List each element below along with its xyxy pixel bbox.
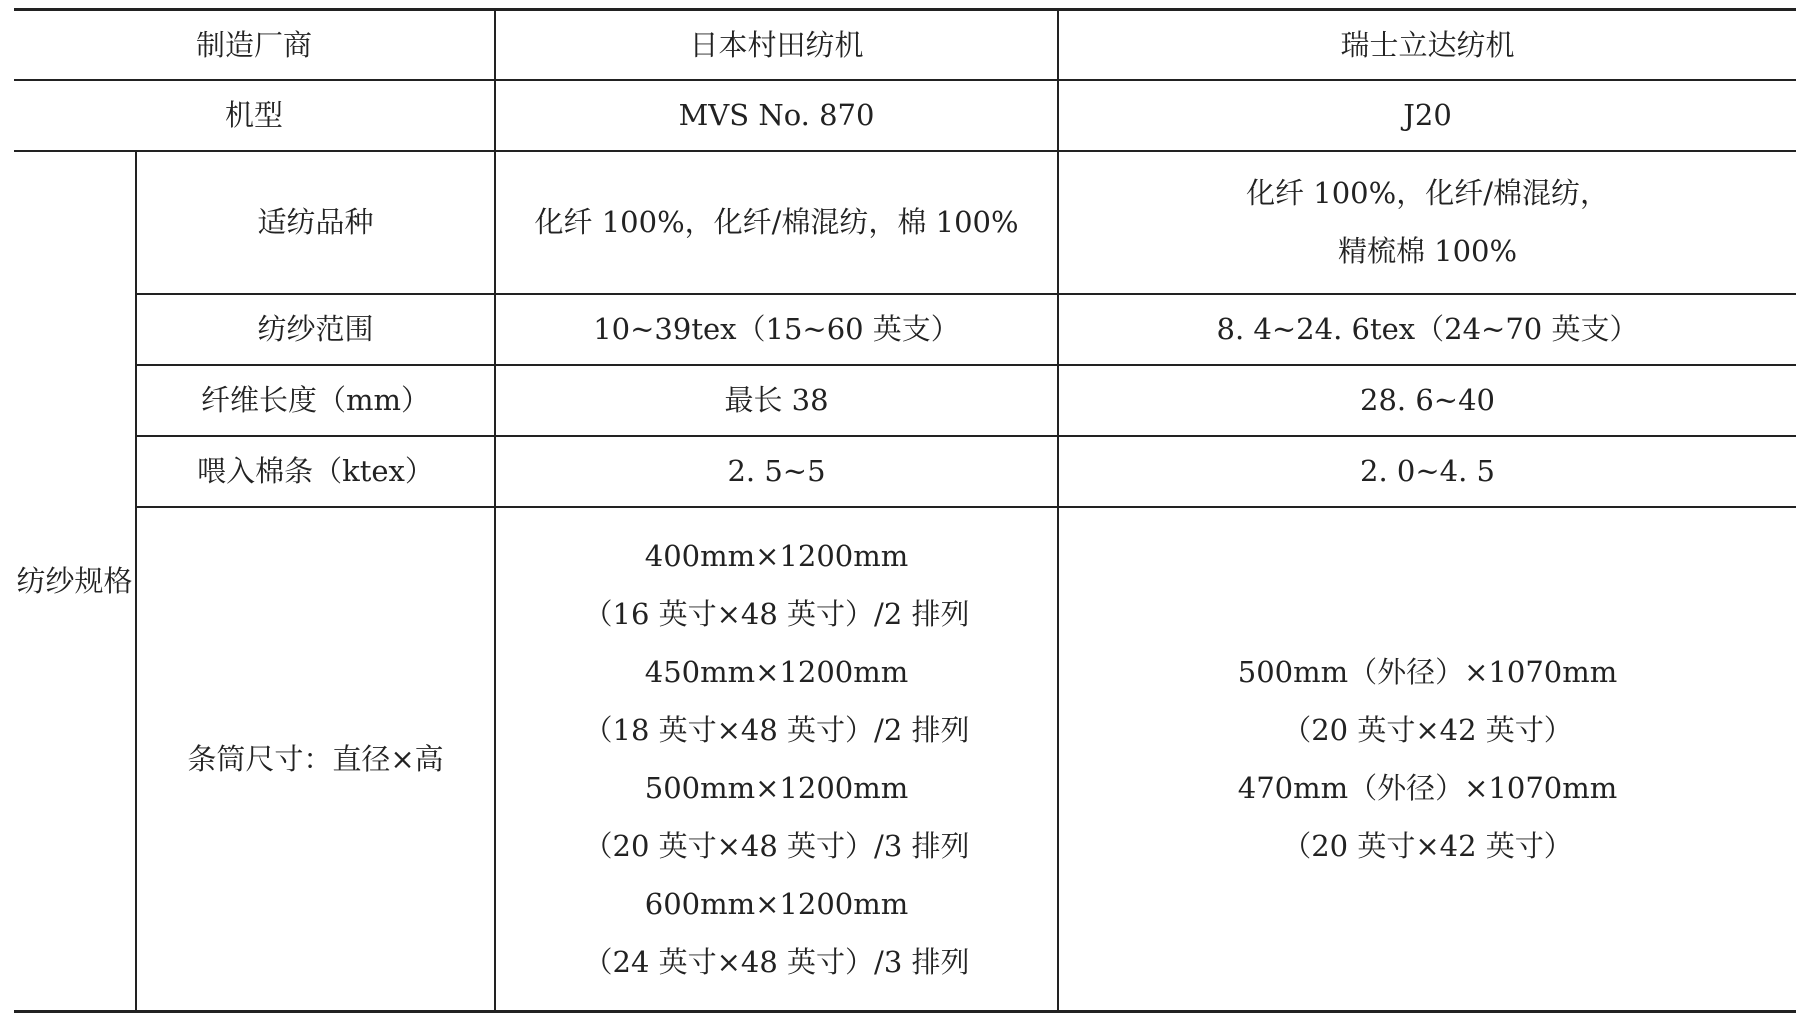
value-line: （16 英寸×48 英寸）/2 排列 <box>583 596 970 631</box>
value-line: （20 英寸×42 英寸） <box>1282 828 1573 863</box>
table-row <box>14 507 1796 1012</box>
murata-value <box>495 365 1058 436</box>
value-line: （24 英寸×48 英寸）/3 排列 <box>583 944 970 979</box>
murata-value <box>495 294 1058 365</box>
value-line: 2. 0~4. 5 <box>1360 454 1495 488</box>
value-line: 500mm×1200mm <box>644 770 909 805</box>
value-line: 600mm×1200mm <box>644 886 909 921</box>
header-manufacturer: 制造厂商 <box>14 10 495 80</box>
value-line: （20 英寸×42 英寸） <box>1282 712 1573 747</box>
value-line: 470mm（外径）×1070mm <box>1237 770 1618 805</box>
value-line: 精梳棉 100% <box>1337 234 1518 268</box>
value-line: （20 英寸×48 英寸）/3 排列 <box>583 828 970 863</box>
spec-comparison-table <box>14 8 1796 1013</box>
rieter-value <box>1058 507 1796 1012</box>
value-line: 2. 5~5 <box>727 454 826 488</box>
value-line: 8. 4~24. 6tex（24~70 英支） <box>1216 312 1639 346</box>
table-row <box>14 365 1796 436</box>
value-line: 28. 6~40 <box>1360 383 1496 417</box>
header-rieter: 瑞士立达纺机 <box>1058 10 1796 80</box>
rieter-value <box>1058 151 1796 294</box>
row-label: 纤维长度（mm） <box>136 365 495 436</box>
murata-value <box>495 436 1058 507</box>
row-label: 喂入棉条（ktex） <box>136 436 495 507</box>
row-label: 条筒尺寸：直径×高 <box>136 507 495 1012</box>
value-line: 化纤 100%，化纤/棉混纺，棉 100% <box>534 205 1019 239</box>
value-line: 最长 38 <box>724 383 829 417</box>
value-line: 450mm×1200mm <box>644 654 909 689</box>
model-label: 机型 <box>14 80 495 151</box>
row-label: 纺纱范围 <box>136 294 495 365</box>
model-rieter: J20 <box>1058 80 1796 151</box>
rieter-value <box>1058 294 1796 365</box>
table-row <box>14 294 1796 365</box>
table-row <box>14 436 1796 507</box>
value-line: 化纤 100%，化纤/棉混纺， <box>1246 176 1609 210</box>
header-row <box>14 10 1796 80</box>
model-row <box>14 80 1796 151</box>
murata-value <box>495 151 1058 294</box>
rieter-value <box>1058 365 1796 436</box>
value-line: 400mm×1200mm <box>644 538 909 573</box>
header-murata: 日本村田纺机 <box>495 10 1058 80</box>
murata-value <box>495 507 1058 1012</box>
group-label-spinning-spec: 纺纱规格 <box>14 151 136 1012</box>
model-murata: MVS No. 870 <box>495 80 1058 151</box>
rieter-value <box>1058 436 1796 507</box>
row-label: 适纺品种 <box>136 151 495 294</box>
table-row <box>14 151 1796 294</box>
value-line: 500mm（外径）×1070mm <box>1237 654 1618 689</box>
value-line: 10~39tex（15~60 英支） <box>593 312 960 346</box>
value-line: （18 英寸×48 英寸）/2 排列 <box>583 712 970 747</box>
